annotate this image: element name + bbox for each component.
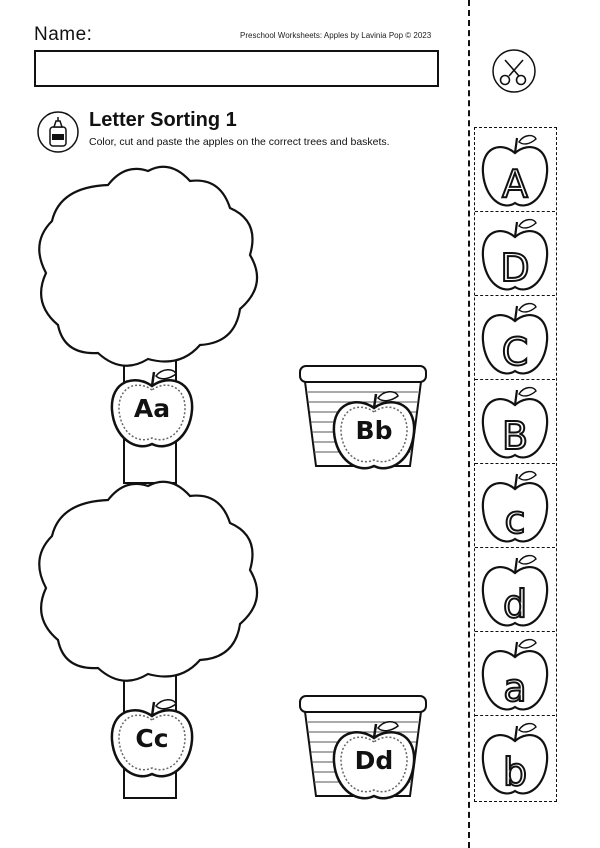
cutout-strip [474,127,557,802]
cutout-letter: a [503,666,527,710]
cut-line [468,0,470,848]
cutout-apple[interactable] [475,716,555,800]
glue-bottle-icon [36,110,80,154]
target-label: Dd [354,746,394,775]
scissors-icon [491,48,537,94]
cutout-letter: A [502,162,528,206]
name-label: Name: [34,24,93,45]
name-field[interactable] [34,50,439,87]
cutout-letter: d [502,582,528,626]
cutout-apple[interactable] [475,380,555,464]
instructions-text: Color, cut and paste the apples on the correct trees and baskets. [89,136,390,148]
activity-title: Letter Sorting 1 [89,109,237,131]
target-apple-dd [328,718,420,804]
cutout-apple[interactable] [475,464,555,548]
cutout-letter: b [502,750,528,794]
target-apple-cc [106,696,198,782]
cutout-letter: C [501,330,529,374]
target-label: Cc [135,724,169,753]
cutout-apple[interactable] [475,548,555,632]
credit-text: Preschool Worksheets: Apples by Lavinia Pop © 2023 [240,31,432,40]
cutout-letter: B [501,414,529,458]
cutout-apple[interactable] [475,128,555,212]
cutout-apple[interactable] [475,296,555,380]
target-apple-bb [328,388,420,474]
target-label: Bb [355,416,393,445]
cutout-letter: c [504,498,526,542]
target-apple-aa [106,366,198,452]
cutout-apple[interactable] [475,632,555,716]
target-label: Aa [133,394,171,423]
cutout-apple[interactable] [475,212,555,296]
cutout-letter: D [500,246,530,290]
